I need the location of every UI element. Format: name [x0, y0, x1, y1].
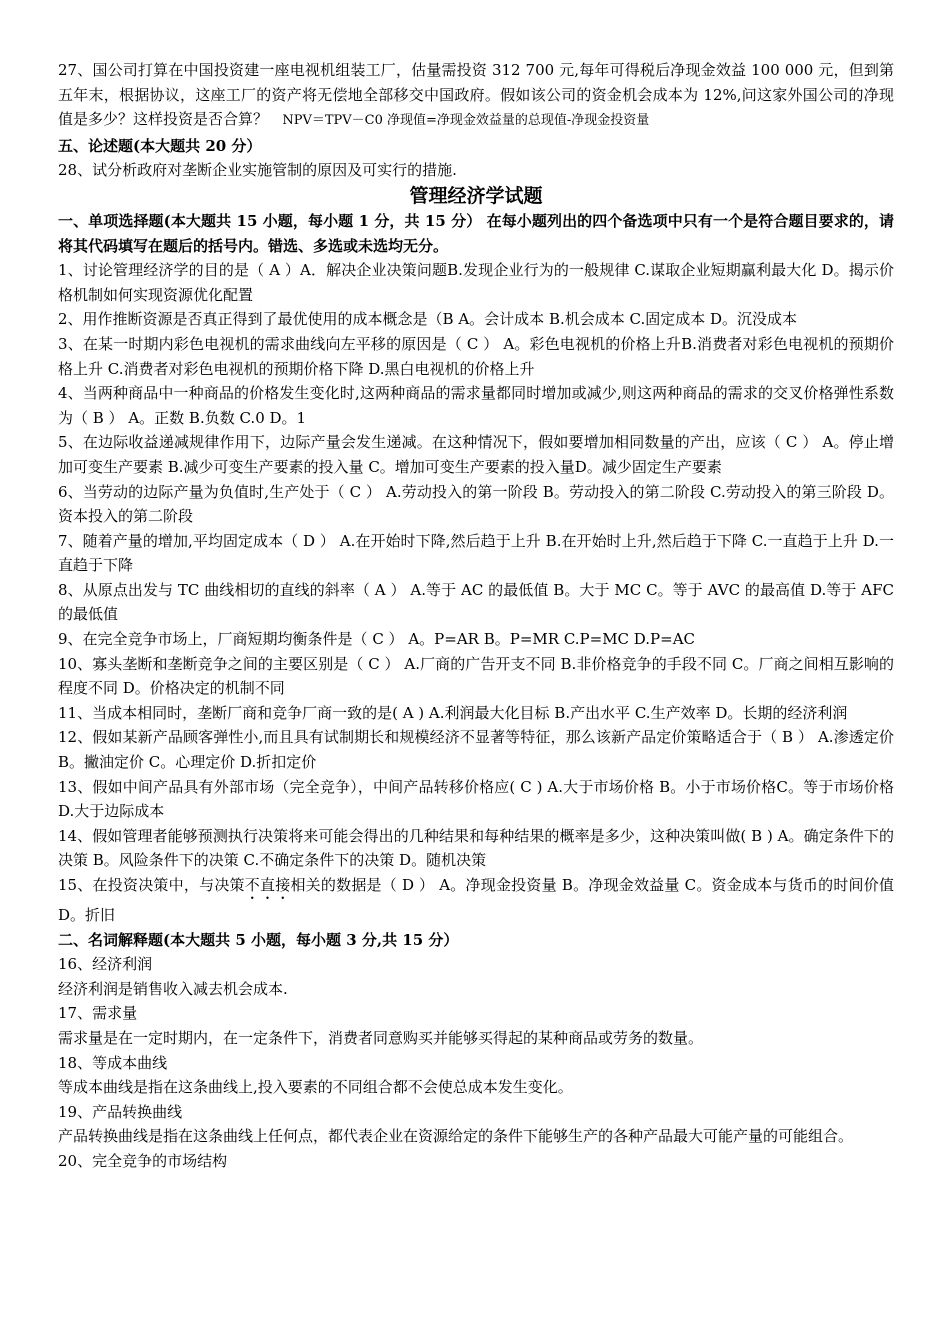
definition-16: 经济利润是销售收入减去机会成本.: [58, 979, 288, 998]
term-18: 18、等成本曲线: [58, 1053, 168, 1072]
question-6: 6、当劳动的边际产量为负值时,生产处于（ C ） A.劳动投入的第一阶段 B。劳动投入的第二阶段 C.劳动投入的第三阶段 D。资本投入的第二阶段: [58, 482, 894, 526]
term-20: 20、完全竞争的市场结构: [58, 1151, 228, 1170]
npv-formula: NPV＝TPV－C0 净现值=净现金效益量的总现值-净现金投资量: [282, 113, 650, 129]
document-page: [58, 58, 894, 1174]
question-14: 14、假如管理者能够预测执行决策将来可能会得出的几种结果和每种结果的概率是多少，这种决策叫做( B ) A。确定条件下的决策 B。风险条件下的决策 C.不确定条件下的决策 D。随机决策: [58, 826, 894, 870]
question-15-suffix: 相关的数据是（ D ） A。净现金投资量 B。净现金效益量 C。资金成本与货币的时间价值 D。折旧: [58, 876, 894, 924]
question-8: 8、从原点出发与 TC 曲线相切的直线的斜率（ A ） A.等于 AC 的最低值 B。大于 MC C。等于 AVC 的最高值 D.等于 AFC 的最低值: [58, 580, 894, 624]
question-10: 10、寡头垄断和垄断竞争之间的主要区别是（ C ） A.厂商的广告开支不同 B.非价格竞争的手段不同 C。厂商之间相互影响的程度不同 D。价格决定的机制不同: [58, 654, 894, 698]
section-5-heading: 五、论述题(本大题共 20 分）: [58, 136, 262, 155]
question-15: [58, 873, 894, 928]
question-13: 13、假如中间产品具有外部市场（完全竞争），中间产品转移价格应( C ) A.大于市场价格 B。小于市场价格C。等于市场价格 D.大于边际成本: [58, 777, 894, 821]
question-15-emphasis: 不直接: [244, 876, 291, 894]
section-1-heading: 一、单项选择题(本大题共 15 小题，每小题 1 分，共 15 分） 在每小题列出的四个备选项中只有一个是符合题目要求的，请将其代码填写在题后的括号内。错选、多选或未选均无分。: [58, 211, 894, 255]
question-9: 9、在完全竞争市场上，厂商短期均衡条件是（ C ） A。P=AR B。P=MR C.P=MC D.P=AC: [58, 630, 696, 649]
term-17: 17、需求量: [58, 1004, 138, 1023]
question-28: 28、试分析政府对垄断企业实施管制的原因及可实行的措施.: [58, 161, 457, 180]
question-11: 11、当成本相同时，垄断厂商和竞争厂商一致的是( A ) A.利润最大化目标 B.产出水平 C.生产效率 D。长期的经济利润: [58, 703, 848, 722]
question-5: 5、在边际收益递减规律作用下，边际产量会发生递减。在这种情况下，假如要增加相同数量的产出，应该（ C ） A。停止增加可变生产要素 B.减少可变生产要素的投入量 C。增加可变生产要素的投入量D。减少固定生产要素: [58, 433, 894, 476]
question-27: [58, 58, 894, 134]
term-16: 16、经济利润: [58, 955, 153, 974]
term-19: 19、产品转换曲线: [58, 1102, 183, 1121]
definition-19: 产品转换曲线是指在这条曲线上任何点，都代表企业在资源给定的条件下能够生产的各种产品最大可能产量的可能组合。: [58, 1127, 854, 1146]
question-15-prefix: 15、在投资决策中，与决策: [58, 876, 245, 894]
definition-17: 需求量是在一定时期内，在一定条件下，消费者同意购买并能够买得起的某种商品或劳务的数量。: [58, 1028, 704, 1047]
question-7: 7、随着产量的增加,平均固定成本（ D ） A.在开始时下降,然后趋于上升 B.在开始时上升,然后趋于下降 C.一直趋于上升 D.一直趋于下降: [58, 531, 894, 575]
question-2: 2、用作推断资源是否真正得到了最优使用的成本概念是（B A。会计成本 B.机会成本 C.固定成本 D。沉没成本: [58, 310, 798, 329]
exam-title: 管理经济学试题: [409, 184, 543, 207]
definition-18: 等成本曲线是指在这条曲线上,投入要素的不同组合都不会使总成本发生变化。: [58, 1078, 573, 1097]
question-3: 3、在某一时期内彩色电视机的需求曲线向左平移的原因是（ C ） A。彩色电视机的价格上升B.消费者对彩色电视机的预期价格上升 C.消费者对彩色电视机的预期价格下降 D.黑白电视机的价格上升: [58, 334, 894, 378]
question-4: 4、当两种商品中一种商品的价格发生变化时,这两种商品的需求量都同时增加或减少,则这两种商品的需求的交叉价格弹性系数为（ B ） A。正数 B.负数 C.0 D。1: [58, 384, 894, 427]
question-27-text: 27、国公司打算在中国投资建一座电视机组装工厂，估量需投资 312 700 元,每年可得税后净现金效益 100 000 元，但到第五年末，根据协议，这座工厂的资产将无偿地全部移交中国政府。假如该公司的资金机会成本为 12%,问这家外国公司的净现值是多少？这样投资是否合算？: [58, 61, 894, 129]
section-2-heading: 二、名词解释题(本大题共 5 小题，每小题 3 分,共 15 分）: [58, 930, 459, 949]
question-12: 12、假如某新产品顾客弹性小,而且具有试制期长和规模经济不显著等特征，那么该新产品定价策略适合于（ B ） A.渗透定价 B。撇油定价 C。心理定价 D.折扣定价: [58, 728, 894, 772]
question-1: 1、讨论管理经济学的目的是（ A ）A．解决企业决策问题B.发现企业行为的一般规律 C.谋取企业短期赢利最大化 D。揭示价格机制如何实现资源优化配置: [58, 261, 894, 304]
